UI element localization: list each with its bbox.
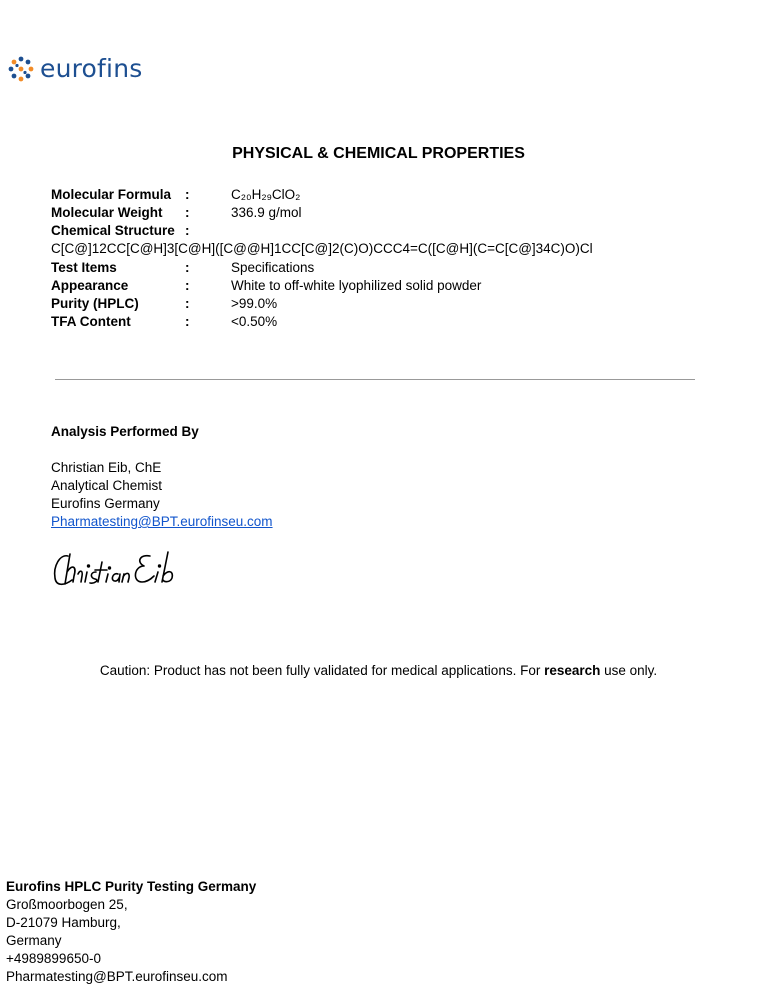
property-colon: : [185,187,190,202]
property-value: White to off-white lyophilized solid powder [231,278,482,293]
caution-text-after: use only. [600,663,658,678]
property-colon: : [185,314,190,329]
property-label: Test Items [51,260,117,275]
eurofins-dot-logo-icon [8,56,34,82]
property-value: >99.0% [231,296,278,311]
footer-city: D-21079 Hamburg, [6,915,121,930]
page-title: PHYSICAL & CHEMICAL PROPERTIES [232,145,525,162]
analyst-email-link[interactable]: Pharmatesting@BPT.eurofinseu.com [51,514,273,529]
caution-emphasis: research [544,663,601,678]
footer-phone: +4989899650-0 [6,951,101,966]
property-colon: : [185,205,190,220]
footer-country: Germany [6,933,62,948]
property-label: Purity (HPLC) [51,296,139,311]
analysis-heading: Analysis Performed By [51,424,199,439]
section-divider [55,379,695,380]
analyst-role: Analytical Chemist [51,478,163,493]
footer-email: Pharmatesting@BPT.eurofinseu.com [6,969,228,984]
property-colon: : [185,223,190,238]
analyst-organization: Eurofins Germany [51,496,160,511]
handwritten-signature [50,548,180,590]
analyst-name: Christian Eib, ChE [51,460,162,475]
footer-address [6,878,256,986]
footer-company: Eurofins HPLC Purity Testing Germany [6,879,257,894]
property-value: Specifications [231,260,315,275]
property-colon: : [185,296,190,311]
logo-wordmark: eurofins [40,54,143,83]
property-label: Molecular Weight [51,205,163,220]
property-colon: : [185,260,190,275]
company-logo [8,54,142,84]
analyst-block [51,459,273,531]
property-label: Appearance [51,278,129,293]
property-colon: : [185,278,190,293]
property-label: TFA Content [51,314,131,329]
property-value: C₂₀H₂₉ClO₂ [231,187,301,202]
property-value: 336.9 g/mol [231,205,302,220]
property-label: Chemical Structure [51,223,175,238]
footer-street: Großmoorbogen 25, [6,897,128,912]
property-label: Molecular Formula [51,187,172,202]
smiles-string: C[C@]12CC[C@H]3[C@H]([C@@H]1CC[C@]2(C)O)CCC4=C([C@H](C=C[C@]34C)O)Cl [51,241,593,256]
property-value: <0.50% [231,314,278,329]
caution-notice [0,662,757,680]
caution-text-before: Caution: Product has not been fully validated for medical applications. For [99,663,545,678]
